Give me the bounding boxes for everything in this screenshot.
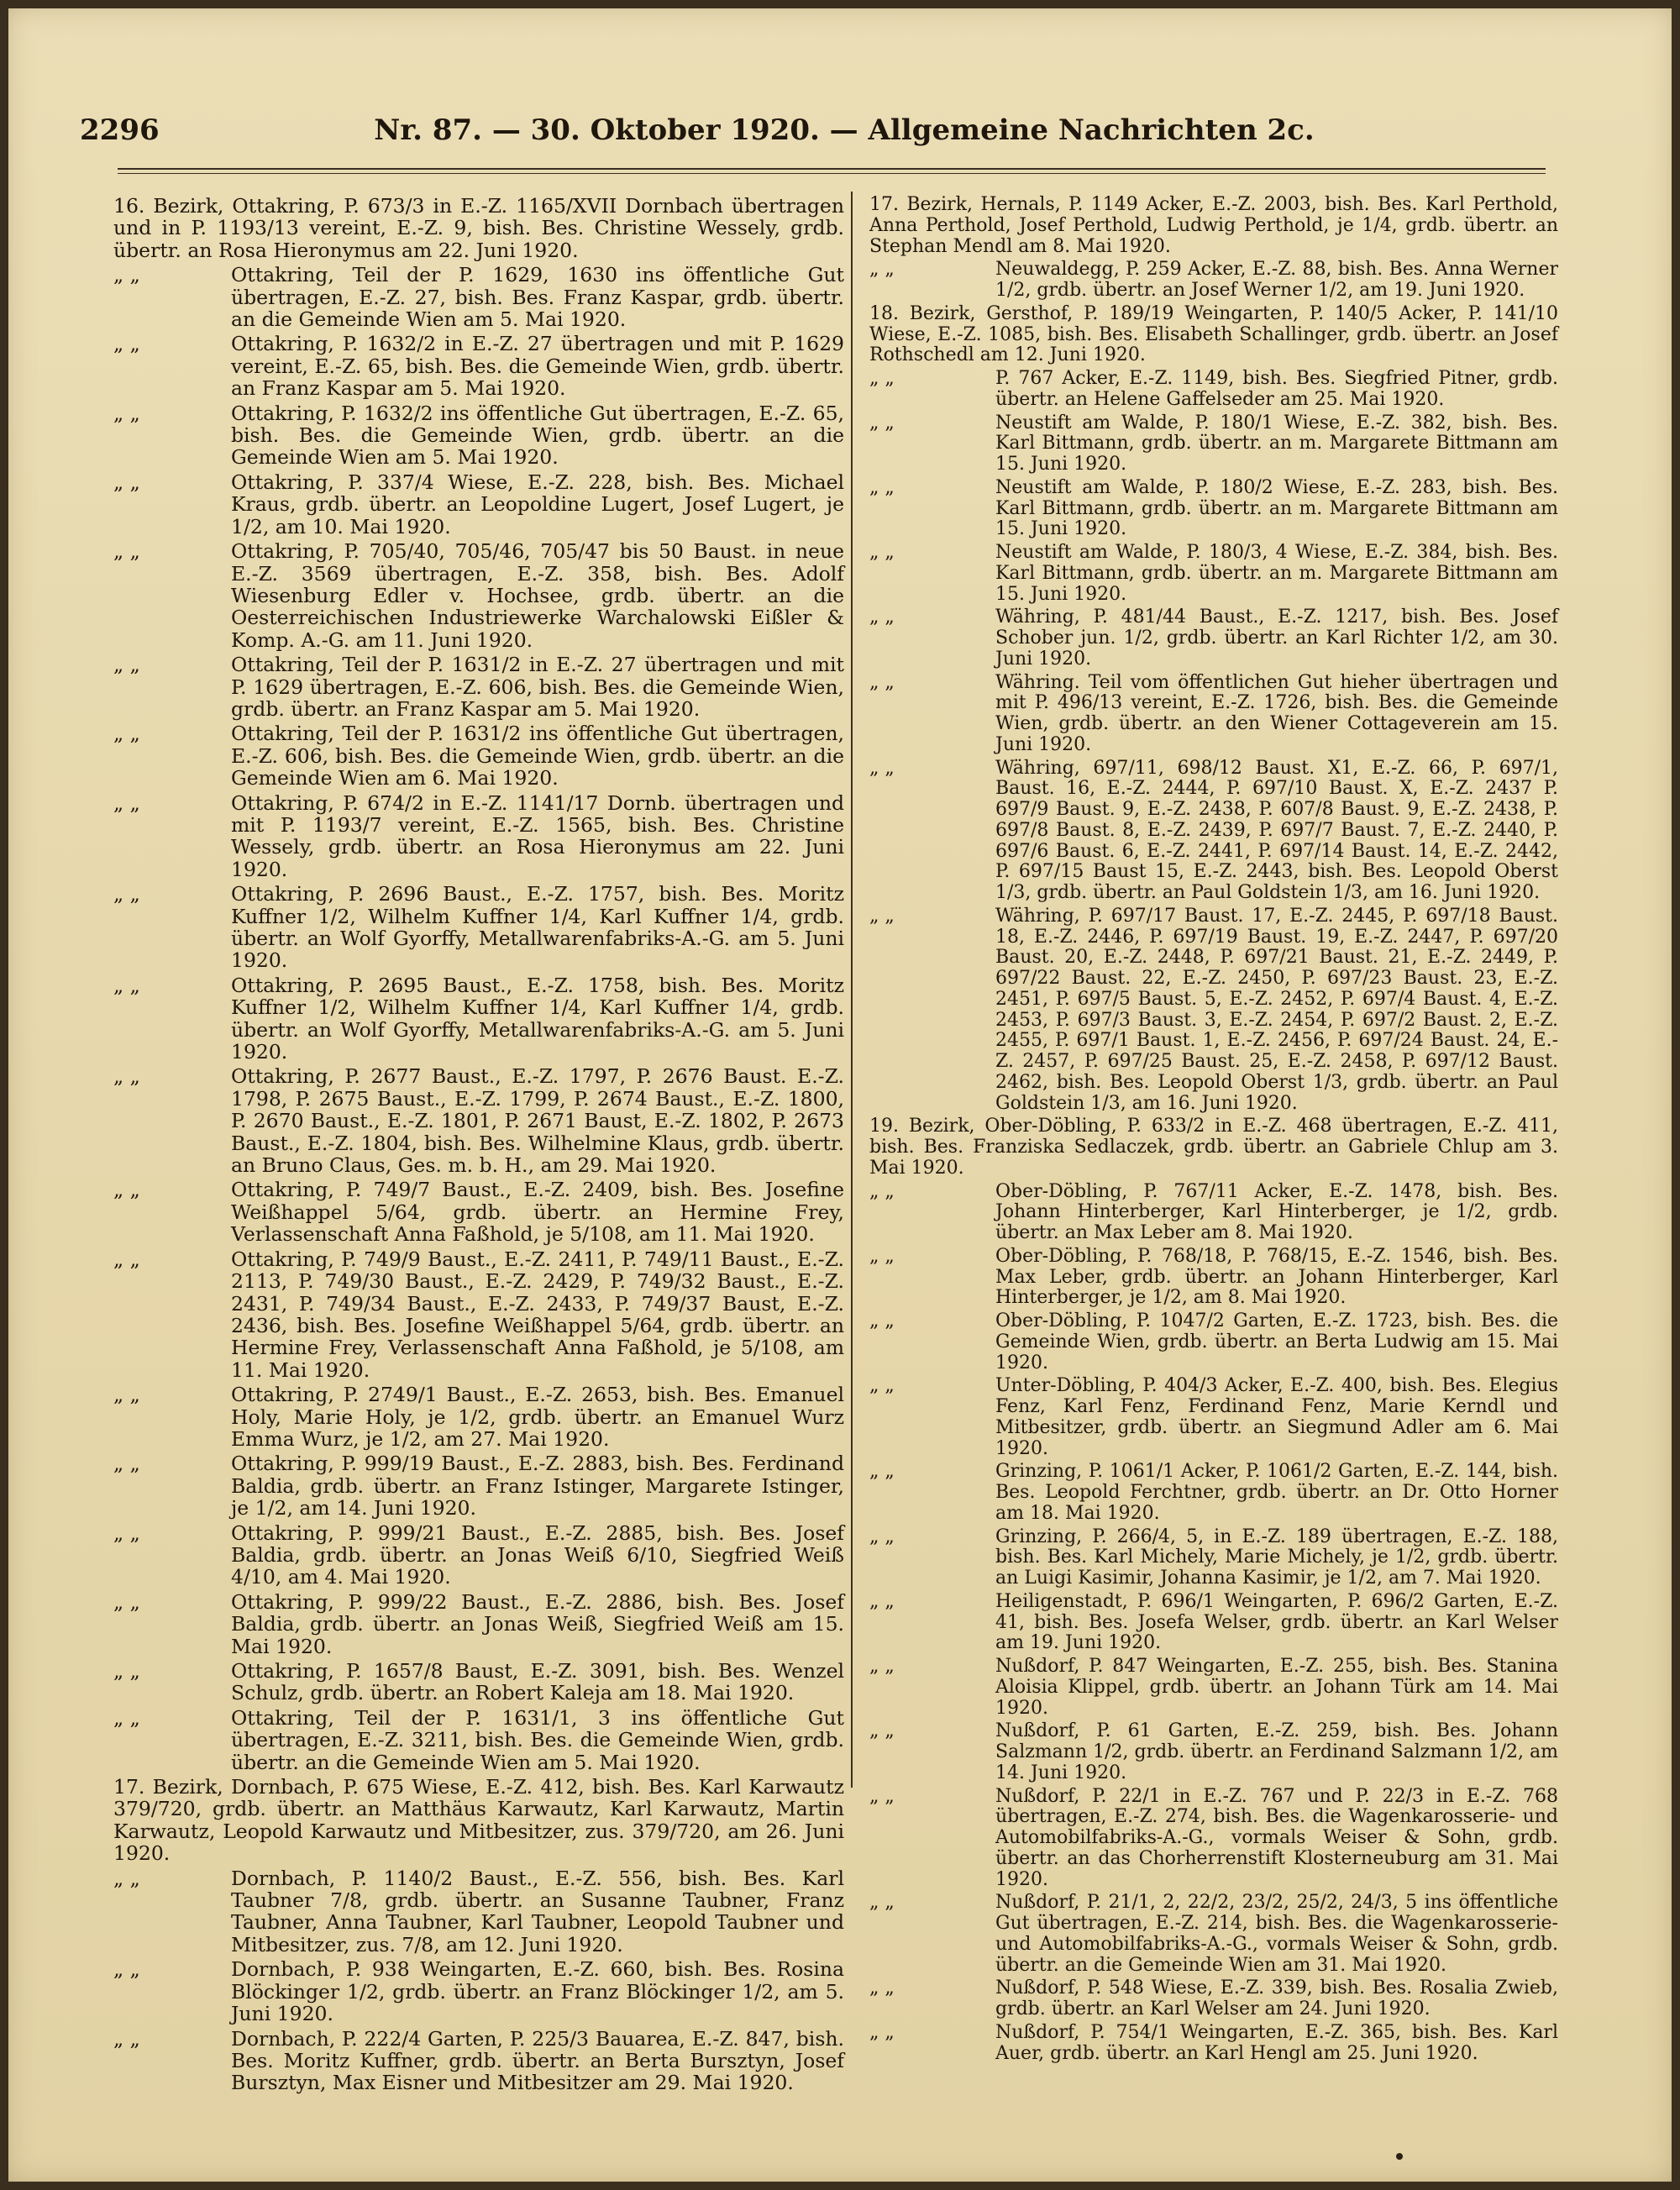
entry-text: Ottakring, P. 337/4 Wiese, E.-Z. 228, bish. Bes. Michael Kraus, grdb. übertr. an Leopoldine Lugert, Josef Lugert, je 1/2, am 10. Mai 1920. — [231, 470, 844, 538]
entry-text: Ottakring, P. 999/22 Baust., E.-Z. 2886, bish. Bes. Josef Baldia, grdb. übertr. an Jonas Weiß, Siegfried Weiß am 15. Mai 1920. — [231, 1589, 844, 1658]
entry-prefix: „ „ — [113, 1957, 140, 1982]
entry-text: Neustift am Walde, P. 180/3, 4 Wiese, E.-Z. 384, bish. Bes. Karl Bittmann, grdb. übertr. an m. Margarete Bittmann am 15. Juni 1920. — [995, 542, 1558, 605]
entry-prefix: „ „ — [113, 1178, 140, 1202]
register-entry — [113, 1179, 844, 1245]
entry-text: Dornbach, P. 222/4 Garten, P. 225/3 Bauarea, E.-Z. 847, bish. Bes. Moritz Kuffner, grdb. übertr. an Berta Bursztyn, Josef Bursztyn, Max Eisner und Mitbesitzer am 29. Mai 1920. — [231, 2026, 844, 2095]
register-entry — [113, 2028, 844, 2094]
entry-text: Ottakring, P. 674/2 in E.-Z. 1141/17 Dornb. übertragen und mit P. 1193/7 vereint, E.-Z. 1565, bish. Bes. Christine Wessely, grdb. übertr. an Rosa Hieronymus am 22. Juni 1920. — [231, 790, 844, 881]
entry-text: Ober-Döbling, P. 768/18, P. 768/15, E.-Z. 1546, bish. Bes. Max Leber, grdb. übertr. an Johann Hinterberger, Karl Hinterberger, je 1/2, am 8. Mai 1920. — [995, 1245, 1558, 1309]
entry-text: Ottakring, Teil der P. 1631/2 ins öffentliche Gut übertragen, E.-Z. 606, bish. Bes. die Gemeinde Wien, grdb. übertr. an die Gemeinde Wien am 6. Mai 1920. — [231, 722, 844, 790]
entry-prefix: „ „ — [869, 607, 895, 628]
register-entry — [113, 1958, 844, 2025]
entry-prefix: „ „ — [869, 1180, 895, 1202]
entry-prefix: „ „ — [869, 2021, 895, 2043]
entry-text: Nußdorf, P. 548 Wiese, E.-Z. 339, bish. Bes. Rosalia Zwieb, grdb. übertr. an Karl Welser am 24. Juni 1920. — [995, 1977, 1558, 2019]
entry-text: Ottakring, P. 2695 Baust., E.-Z. 1758, bish. Bes. Moritz Kuffner 1/2, Wilhelm Kuffner 1/4, Karl Kuffner 1/4, grdb. übertr. an Wolf Gyorffy, Metallwarenfabriks-A.-G. am 5. Juni 1920. — [231, 973, 844, 1064]
column-divider — [851, 192, 853, 1788]
left-column — [113, 195, 844, 2097]
entry-text: Ottakring, P. 999/21 Baust., E.-Z. 2885, bish. Bes. Josef Baldia, grdb. übertr. an Jonas Weiß 6/10, Siegfried Weiß 4/10, am 4. Mai 1920. — [231, 1520, 844, 1589]
page-header — [80, 113, 1609, 155]
entry-prefix: „ „ — [113, 1659, 140, 1683]
entry-prefix: 17. Bezirk, — [869, 194, 973, 215]
register-entry — [113, 1591, 844, 1657]
entry-prefix: „ „ — [869, 476, 895, 498]
register-entry — [869, 1311, 1558, 1373]
page-title: Nr. 87. — 30. Oktober 1920. — Allgemeine Nachrichten 2c. — [374, 113, 1315, 147]
register-entry — [869, 759, 1558, 904]
entry-prefix: „ „ — [113, 1383, 140, 1407]
entry-text: Nußdorf, P. 21/1, 2, 22/2, 23/2, 25/2, 24/3, 5 ins öffentliche Gut übertragen, E.-Z. 214, bish. Bes. die Wagenkarosserie- und Automobilfabriks-A.-G., vormals Weiser & Sohn, grdb. übertr. an die Gemeinde Wien am 31. Mai 1920. — [995, 1892, 1558, 1976]
entry-prefix: „ „ — [869, 1720, 895, 1742]
entry-text: Ottakring, P. 2696 Baust., E.-Z. 1757, bish. Bes. Moritz Kuffner 1/2, Wilhelm Kuffner 1/4, Karl Kuffner 1/4, grdb. übertr. an Wolf Gyorffy, Metallwarenfabriks-A.-G. am 5. Juni 1920. — [231, 882, 844, 973]
entry-prefix: „ „ — [113, 653, 140, 677]
register-entry — [869, 1787, 1558, 1891]
entry-prefix: 17. Bezirk, — [113, 1775, 223, 1799]
register-entry — [113, 654, 844, 720]
entry-prefix: „ „ — [869, 757, 895, 779]
entry-prefix: „ „ — [869, 1461, 895, 1483]
register-entry — [869, 607, 1558, 670]
entry-prefix: „ „ — [869, 412, 895, 433]
entry-prefix: „ „ — [869, 1892, 895, 1914]
entry-text: Ottakring, P. 2749/1 Baust., E.-Z. 2653, bish. Bes. Emanuel Holy, Marie Holy, je 1/2, grdb. übertr. an Emanuel Wurz Emma Wurz, je 1/2, am 27. Mai 1920. — [231, 1383, 844, 1451]
register-entry — [869, 2023, 1558, 2065]
entry-text: Ober-Döbling, P. 1047/2 Garten, E.-Z. 1723, bish. Bes. die Gemeinde Wien, grdb. übertr. an Berta Ludwig am 15. Mai 1920. — [995, 1310, 1558, 1373]
entry-prefix: „ „ — [113, 332, 140, 356]
entry-prefix: „ „ — [869, 1245, 895, 1267]
entry-prefix: „ „ — [113, 470, 140, 494]
entry-prefix: „ „ — [869, 1526, 895, 1547]
entry-text: Ottakring, Teil der P. 1631/2 in E.-Z. 27 übertragen und mit P. 1629 übertragen, E.-Z. 606, bish. Bes. die Gemeinde Wien, grdb. übertr. an Franz Kaspar am 5. Mai 1920. — [231, 653, 844, 721]
entry-prefix: „ „ — [869, 1785, 895, 1807]
register-entry — [869, 1527, 1558, 1589]
entry-text: Währing, P. 481/44 Baust., E.-Z. 1217, bish. Bes. Josef Schober jun. 1/2, grdb. übertr. an Karl Richter 1/2, am 30. Juni 1920. — [995, 607, 1558, 670]
register-entry — [113, 471, 844, 538]
entry-text: Neuwaldegg, P. 259 Acker, E.-Z. 88, bish. Bes. Anna Werner 1/2, grdb. übertr. an Josef Werner 1/2, am 19. Juni 1920. — [995, 259, 1558, 301]
entry-text: Gersthof, P. 189/19 Weingarten, P. 140/5 Acker, P. 141/10 Wiese, E.-Z. 1085, bish. Bes. Elisabeth Schallinger, grdb. übertr. an Josef Rothschedl am 12. Juni 1920. — [869, 302, 1558, 366]
entry-prefix: „ „ — [869, 1590, 895, 1612]
register-entry — [113, 402, 844, 469]
register-entry — [869, 673, 1558, 756]
entry-prefix: 19. Bezirk, — [869, 1116, 975, 1137]
entry-prefix: „ „ — [113, 1589, 140, 1614]
entry-text: Ottakring, P. 1657/8 Baust, E.-Z. 3091, bish. Bes. Wenzel Schulz, grdb. übertr. an Robert Kaleja am 18. Mai 1920. — [231, 1659, 844, 1705]
register-entry — [869, 369, 1558, 411]
register-entry — [869, 1592, 1558, 1654]
entry-text: Unter-Döbling, P. 404/3 Acker, E.-Z. 400, bish. Bes. Elegius Fenz, Karl Fenz, Ferdinand Fenz, Marie Kerndl und Mitbesitzer, grdb. übertr. an Siegmund Adler am 6. Mai 1920. — [995, 1375, 1558, 1459]
register-entry — [869, 543, 1558, 605]
entry-prefix: „ „ — [113, 790, 140, 815]
entry-text: Neustift am Walde, P. 180/2 Wiese, E.-Z. 283, bish. Bes. Karl Bittmann, grdb. übertr. an m. Margarete Bittmann am 15. Juni 1920. — [995, 476, 1558, 540]
entry-text: Hernals, P. 1149 Acker, E.-Z. 2003, bish. Bes. Karl Perthold, Anna Perthold, Josef Perthold, Ludwig Perthold, je 1/4, grdb. übertr. an Stephan Mendl am 8. Mai 1920. — [869, 194, 1559, 257]
register-entry — [869, 1116, 1558, 1179]
entry-prefix: „ „ — [113, 1866, 140, 1890]
entry-prefix: „ „ — [113, 401, 140, 425]
register-entry — [113, 195, 844, 261]
register-entry — [869, 1978, 1558, 2020]
register-entry — [113, 1065, 844, 1176]
entry-prefix: 16. Bezirk, — [113, 194, 224, 218]
register-entry — [869, 195, 1558, 257]
entry-prefix: „ „ — [113, 263, 140, 287]
entry-prefix: „ „ — [869, 259, 895, 281]
entry-text: Dornbach, P. 938 Weingarten, E.-Z. 660, bish. Bes. Rosina Blöckinger 1/2, grdb. übertr. an Franz Blöckinger 1/2, am 5. Juni 1920. — [231, 1957, 844, 2026]
register-entry — [113, 1867, 844, 1956]
entry-text: Grinzing, P. 266/4, 5, in E.-Z. 189 übertragen, E.-Z. 188, bish. Bes. Karl Michely, Marie Michely, je 1/2, grdb. übertr. an Luigi Kasimir, Johanna Kasimir, je 1/2, am 7. Mai 1920. — [995, 1526, 1558, 1589]
entry-text: Ottakring, P. 673/3 in E.-Z. 1165/XVII Dornbach übertragen und in P. 1193/13 vereint, E.-Z. 9, bish. Bes. Christine Wessely, grdb. übertr. an Rosa Hieronymus am 22. Juni 1920. — [113, 194, 844, 262]
register-entry — [113, 1248, 844, 1381]
entry-text: Ottakring, P. 749/7 Baust., E.-Z. 2409, bish. Bes. Josefine Weißhappel 5/64, grdb. übertr. an Hermine Frey, Verlassenschaft Anna Faßhold, je 5/108, am 11. Mai 1920. — [231, 1178, 844, 1247]
entry-prefix: „ „ — [113, 1064, 140, 1089]
register-entry — [869, 1721, 1558, 1783]
register-entry — [869, 1247, 1558, 1309]
entry-text: Ottakring, P. 1632/2 ins öffentliche Gut übertragen, E.-Z. 65, bish. Bes. die Gemeinde Wien, grdb. übertr. an die Gemeinde Wien am 5. Mai 1920. — [231, 401, 844, 470]
register-entry — [113, 540, 844, 651]
entry-prefix: „ „ — [113, 2026, 140, 2051]
register-entry — [869, 1376, 1558, 1459]
entry-prefix: „ „ — [869, 905, 895, 927]
entry-text: Währing, P. 697/17 Baust. 17, E.-Z. 2445, P. 697/18 Baust. 18, E.-Z. 2446, P. 697/19 Baust. 19, E.-Z. 2447, P. 697/20 Baust. 20, E.-Z. 2448, P. 697/21 Baust. 21, E.-Z. 2449, P. 697/22 Baust. 22, E.-Z. 2450, P. 697/23 Baust. 23, E.-Z. 2451, P. 697/5 Baust. 5, E.-Z. 2452, P. 697/4 Baust. 4, E.-Z. 2453, P. 697/3 Baust. 3, E.-Z. 2454, P. 697/2 Baust. 2, E.-Z. 2455, P. 697/1 Baust. 1, E.-Z. 2456, P. 697/24 Baust. 24, E.-Z. 2457, P. 697/25 Baust. 25, E.-Z. 2458, P. 697/12 Baust. 2462, bish. Bes. Leopold Oberst 1/3, grdb. übertr. an Paul Goldstein 1/3, am 16. Juni 1920. — [995, 905, 1558, 1114]
entry-text: Ottakring, P. 2677 Baust., E.-Z. 1797, P. 2676 Baust. E.-Z. 1798, P. 2675 Baust., E.-Z. 1799, P. 2674 Baust., E.-Z. 1800, P. 2670 Baust., E.-Z. 1801, P. 2671 Baust, E.-Z. 1802, P. 2673 Baust., E.-Z. 1804, bish. Bes. Wilhelmine Klaus, grdb. übertr. an Bruno Claus, Ges. m. b. H., am 29. Mai 1920. — [231, 1064, 844, 1178]
register-entry — [113, 1522, 844, 1589]
entry-text: Ober-Döbling, P. 633/2 in E.-Z. 468 übertragen, E.-Z. 411, bish. Bes. Franziska Sedlaczek, grdb. übertr. an Gabriele Chlup am 3. Mai 1920. — [869, 1116, 1559, 1179]
entry-prefix: „ „ — [869, 1375, 895, 1397]
entry-text: Nußdorf, P. 847 Weingarten, E.-Z. 255, bish. Bes. Stanina Aloisia Klippel, grdb. übertr. an Johann Türk am 14. Mai 1920. — [995, 1656, 1558, 1719]
register-entry — [113, 1452, 844, 1519]
entry-prefix: „ „ — [869, 1656, 895, 1677]
entry-prefix: „ „ — [869, 542, 895, 563]
entry-text: Ottakring, Teil der P. 1629, 1630 ins öffentliche Gut übertragen, E.-Z. 27, bish. Bes. Franz Kaspar, grdb. übertr. an die Gemeinde Wien am 5. Mai 1920. — [231, 263, 844, 332]
register-entry — [113, 264, 844, 330]
entry-text: Ottakring, P. 1632/2 in E.-Z. 27 übertragen und mit P. 1629 vereint, E.-Z. 65, bish. Bes. die Gemeinde Wien, grdb. übertr. an Franz Kaspar am 5. Mai 1920. — [231, 332, 844, 401]
register-entry — [869, 1893, 1558, 1976]
register-entry — [869, 413, 1558, 475]
entry-prefix: „ „ — [113, 722, 140, 746]
entry-text: Grinzing, P. 1061/1 Acker, P. 1061/2 Garten, E.-Z. 144, bish. Bes. Leopold Ferchtner, grdb. übertr. an Dr. Otto Horner am 18. Mai 1920. — [995, 1461, 1558, 1524]
page-number: 2296 — [80, 113, 160, 147]
entry-prefix: „ „ — [113, 1452, 140, 1476]
entry-prefix: „ „ — [869, 368, 895, 389]
entry-prefix: „ „ — [113, 539, 140, 564]
register-entry — [113, 974, 844, 1063]
entry-prefix: „ „ — [113, 1705, 140, 1730]
register-entry — [113, 1707, 844, 1773]
register-entry — [869, 478, 1558, 540]
entry-text: Nußdorf, P. 754/1 Weingarten, E.-Z. 365, bish. Bes. Karl Auer, grdb. übertr. an Karl Hengl am 25. Juni 1920. — [995, 2021, 1558, 2064]
entry-text: Heiligenstadt, P. 696/1 Weingarten, P. 696/2 Garten, E.-Z. 41, bish. Bes. Josefa Welser, grdb. übertr. an Karl Welser am 19. Juni 1920. — [995, 1590, 1558, 1654]
register-entry — [869, 1657, 1558, 1719]
entry-text: Nußdorf, P. 22/1 in E.-Z. 767 und P. 22/3 in E.-Z. 768 übertragen, E.-Z. 274, bish. Bes. die Wagenkarosserie- und Automobilfabriks-A.-G., vormals Weiser & Sohn, grdb. übertr. an das Chorherrenstift Klosterneuburg am 31. Mai 1920. — [995, 1785, 1558, 1890]
entry-prefix: „ „ — [113, 1520, 140, 1545]
register-entry — [113, 883, 844, 972]
register-entry — [113, 1776, 844, 1865]
entry-text: Währing, 697/11, 698/12 Baust. X1, E.-Z. 66, P. 697/1, Baust. 16, E.-Z. 2444, P. 697/10 Baust. X, E.-Z. 2437 P. 697/9 Baust. 9, E.-Z. 2438, P. 607/8 Baust. 9, E.-Z. 2438, P. 697/8 Baust. 8, E.-Z. 2439, P. 697/7 Baust. 7, E.-Z. 2440, P. 697/6 Baust. 6, E.-Z. 2441, P. 697/14 Baust. 14, E.-Z. 2442, P. 697/15 Baust 15, E.-Z. 2443, bish. Bes. Leopold Oberst 1/3, grdb. übertr. an Paul Goldstein 1/3, am 16. Juni 1920. — [995, 757, 1558, 903]
entry-prefix: 18. Bezirk, — [869, 302, 976, 324]
register-entry — [869, 304, 1558, 366]
entry-prefix: „ „ — [113, 973, 140, 997]
entry-prefix: „ „ — [113, 1247, 140, 1271]
entry-text: Dornbach, P. 675 Wiese, E.-Z. 412, bish. Bes. Karl Karwautz 379/720, grdb. übertr. an Matthäus Karwautz, Karl Karwautz, Martin Karwautz, Leopold Karwautz und Mitbesitzer, zus. 379/720, am 26. Juni 1920. — [113, 1775, 844, 1866]
entry-prefix: „ „ — [113, 882, 140, 906]
entry-text: Ottakring, P. 705/40, 705/46, 705/47 bis 50 Baust. in neue E.-Z. 3569 übertragen, E.-Z. 358, bish. Bes. Adolf Wiesenburg Edler v. Hochsee, grdb. übertr. an die Oesterreichischen Industriewerke Warchalowski Eißler & Komp. A.-G. am 11. Juni 1920. — [231, 539, 844, 652]
register-entry — [869, 1462, 1558, 1524]
entry-text: Ober-Döbling, P. 767/11 Acker, E.-Z. 1478, bish. Bes. Johann Hinterberger, Karl Hinterberger, je 1/2, grdb. übertr. an Max Leber am 8. Mai 1920. — [995, 1180, 1558, 1243]
register-entry — [113, 1384, 844, 1450]
entry-text: Nußdorf, P. 61 Garten, E.-Z. 259, bish. Bes. Johann Salzmann 1/2, grdb. übertr. an Ferdinand Salzmann 1/2, am 14. Juni 1920. — [995, 1720, 1559, 1783]
header-rule — [118, 168, 1546, 174]
entry-text: Ottakring, Teil der P. 1631/1, 3 ins öffentliche Gut übertragen, E.-Z. 3211, bish. Bes. die Gemeinde Wien, grdb. übertr. an die Gemeinde Wien am 5. Mai 1920. — [231, 1705, 844, 1774]
entry-text: Ottakring, P. 749/9 Baust., E.-Z. 2411, P. 749/11 Baust., E.-Z. 2113, P. 749/30 Baust., E.-Z. 2429, P. 749/32 Baust., E.-Z. 2431, P. 749/34 Baust., E.-Z. 2433, P. 749/37 Baust, E.-Z. 2436, bish. Bes. Josefine Weißhappel 5/64, grdb. übertr. an Hermine Frey, Verlassenschaft Anna Faßhold, je 5/108, am 11. Mai 1920. — [231, 1247, 844, 1382]
ink-speck — [1396, 2153, 1403, 2160]
register-entry — [869, 1182, 1558, 1244]
register-entry — [113, 722, 844, 789]
register-entry — [869, 906, 1558, 1115]
entry-text: Neustift am Walde, P. 180/1 Wiese, E.-Z. 382, bish. Bes. Karl Bittmann, grdb. übertr. an m. Margarete Bittmann am 15. Juni 1920. — [995, 412, 1558, 475]
register-entry — [869, 260, 1558, 302]
entry-prefix: „ „ — [869, 1977, 895, 1999]
entry-prefix: „ „ — [869, 671, 895, 693]
entry-text: Dornbach, P. 1140/2 Baust., E.-Z. 556, bish. Bes. Karl Taubner 7/8, grdb. übertr. an Susanne Taubner, Franz Taubner, Anna Taubner, Karl Taubner, Leopold Taubner und Mitbesitzer, zus. 7/8, am 12. Juni 1920. — [231, 1866, 844, 1956]
entry-text: P. 767 Acker, E.-Z. 1149, bish. Bes. Siegfried Pitner, grdb. übertr. an Helene Gaffelseder am 25. Mai 1920. — [995, 368, 1558, 410]
right-column — [869, 195, 1558, 2067]
entry-text: Ottakring, P. 999/19 Baust., E.-Z. 2883, bish. Bes. Ferdinand Baldia, grdb. übertr. an Franz Istinger, Margarete Istinger, je 1/2, am 14. Juni 1920. — [231, 1452, 844, 1520]
register-entry — [113, 333, 844, 399]
entry-prefix: „ „ — [869, 1310, 895, 1331]
register-entry — [113, 1660, 844, 1704]
register-entry — [113, 792, 844, 881]
entry-text: Währing. Teil vom öffentlichen Gut hieher übertragen und mit P. 496/13 vereint, E.-Z. 1726, bish. Bes. die Gemeinde Wien, grdb. übertr. an den Wiener Cottageverein am 15. Juni 1920. — [995, 671, 1558, 755]
